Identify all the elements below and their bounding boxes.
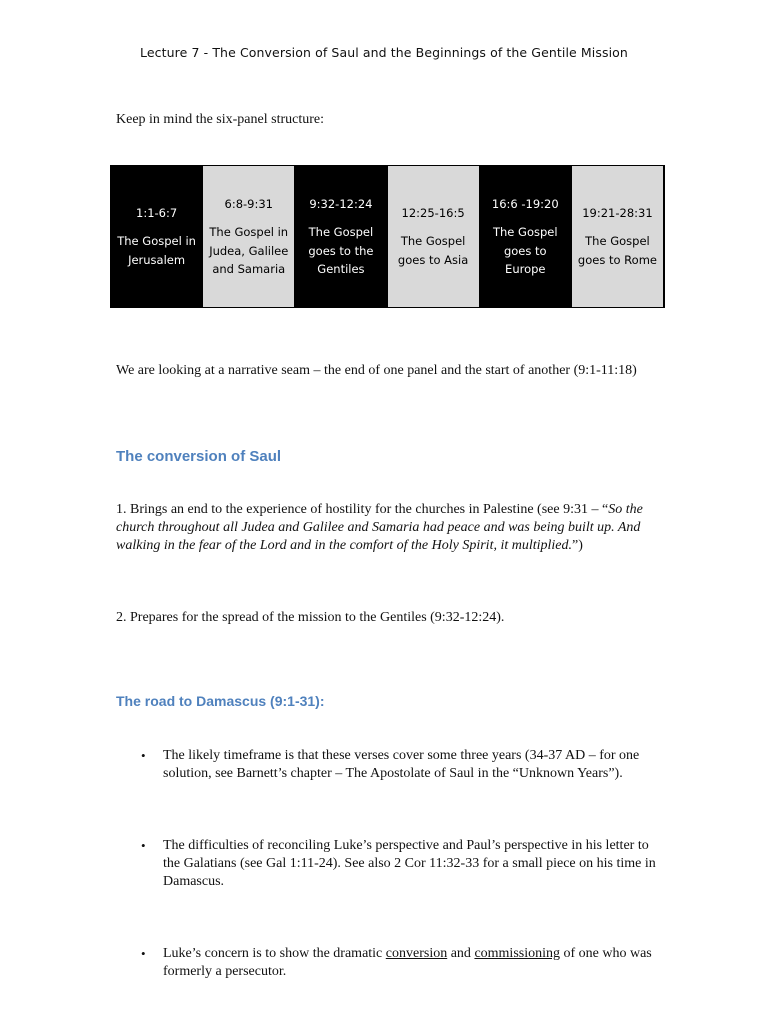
seam-text: We are looking at a narrative seam – the end of one panel and the start of another (9:1-11:18): [116, 363, 637, 378]
point-1-quote: So the church throughout all Judea and Galilee and Samaria had peace and was being built up. And walking in the fear of the Lord and in the comfort of the Holy Spirit, it multiplied.: [116, 502, 643, 553]
point-1-tail: ”): [572, 538, 583, 553]
list-item: [163, 945, 658, 981]
panel-desc: The Gospel goes to Asia: [397, 234, 469, 267]
point-2: 2. Prepares for the spread of the mission to the Gentiles (9:32-12:24).: [116, 610, 505, 625]
list-item: • The likely timeframe is that these verses cover some three years (34-37 AD – for one solution, see Barnett’s chapter – The Apostolate of Saul in the “Unknown Years”).: [163, 747, 658, 783]
panel-desc: The Gospel in Jerusalem: [117, 234, 196, 267]
panel-5: [480, 166, 571, 307]
panel-desc: The Gospel goes to Rome: [577, 234, 657, 267]
panel-ref: 1:1-6:7: [136, 205, 178, 220]
panel-4: [387, 166, 480, 307]
panel-desc: The Gospel goes to the Gentiles: [308, 225, 374, 276]
panel-ref: 16:6 -19:20: [491, 196, 559, 211]
bullet-3-tail: of one who was formerly a persecutor.: [163, 946, 652, 979]
panel-6: [571, 166, 664, 307]
six-panel-table: [110, 165, 665, 308]
conversion-underlined: conversion: [385, 946, 448, 961]
commissioning-underlined: commissioning: [474, 946, 560, 961]
point-1: [116, 501, 656, 555]
panel-ref: 19:21-28:31: [582, 205, 653, 220]
panel-1: [111, 166, 202, 307]
panel-desc: The Gospel in Judea, Galilee and Samaria: [209, 225, 289, 276]
panel-desc: The Gospel goes to Europe: [492, 225, 558, 276]
bullet-3-lead: Luke’s concern is to show the dramatic: [163, 946, 386, 961]
panel-ref: 6:8-9:31: [224, 196, 273, 211]
panel-ref: 9:32-12:24: [309, 196, 373, 211]
bullet-3-mid: and: [447, 946, 475, 961]
panel-2: [202, 166, 295, 307]
panel-3: [295, 166, 386, 307]
section-heading-conversion: The conversion of Saul: [116, 448, 282, 465]
list-item: • The difficulties of reconciling Luke’s perspective and Paul’s perspective in his letter to the Galatians (see Gal 1:11-24). See also 2 Cor 11:32-33 for a small piece on his time in Damascus.: [163, 837, 658, 891]
point-1-lead: 1. Brings an end to the experience of hostility for the churches in Palestine (see 9:31 – “: [116, 502, 609, 517]
page-title: Lecture 7 - The Conversion of Saul and the Beginnings of the Gentile Mission: [140, 45, 628, 60]
panel-ref: 12:25-16:5: [401, 205, 465, 220]
section-heading-damascus: The road to Damascus (9:1-31):: [116, 693, 325, 709]
intro-text: Keep in mind the six-panel structure:: [116, 112, 324, 127]
